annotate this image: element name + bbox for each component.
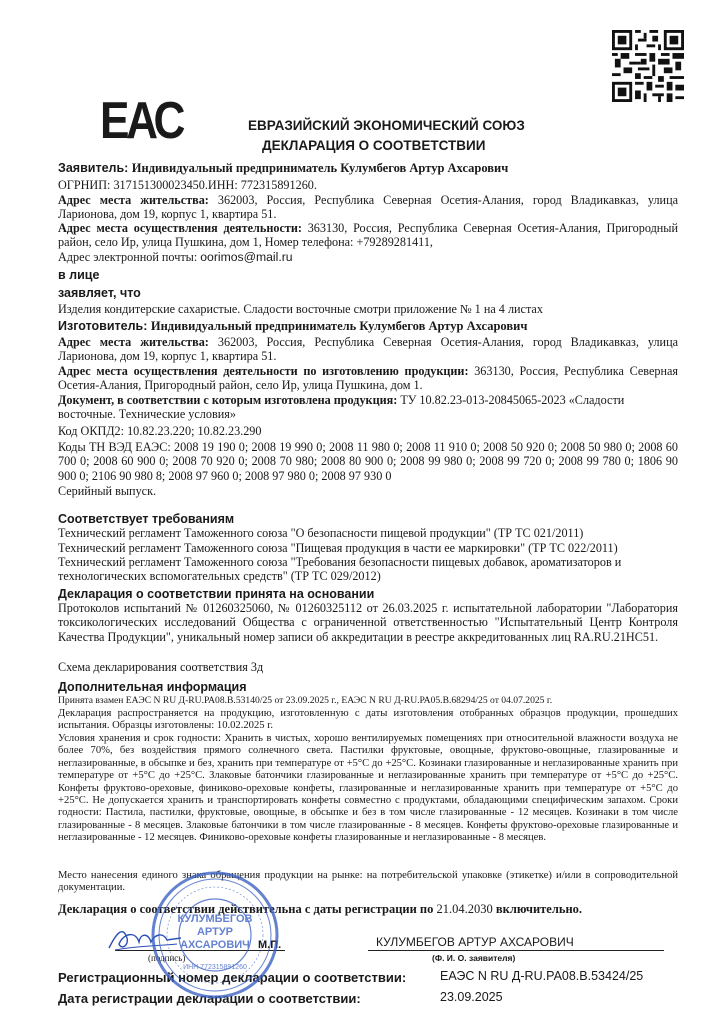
applicant-residence — [58, 193, 678, 222]
product-description: Изделия кондитерские сахаристые. Сладости восточные смотри приложение № 1 на 4 листах — [58, 302, 543, 316]
standard-document-value: ТУ 10.82.23-013-20845065-2023 «Сладости восточные. Технические условия» — [58, 393, 625, 422]
page-title: ДЕКЛАРАЦИЯ О СООТВЕТСТВИИ — [262, 138, 486, 153]
manufacturer-residence — [58, 335, 678, 364]
validity-statement — [58, 902, 582, 917]
manufacturer-activity-value: 363130, Россия, Республика Северная Осетия-Алания, Пригородный район, село Ир, улица Пушкина, дом 1. — [58, 364, 678, 393]
registration-date: 23.09.2025 — [440, 990, 503, 1004]
seal-place-label: М.П. — [258, 939, 282, 951]
manufacturer-residence-value: 362003, Россия, Республика Северная Осетия-Алания, город Владикавказ, улица Ларионова, дом 19, корпус 1, квартира 51. — [58, 335, 679, 364]
basis-text: Протоколов испытаний № 01260325060, № 01260325112 от 26.03.2025 г. испытательной лаборатории "Лаборатория токсикологических исследований Общества с ограниченной ответственностью "Испытательный Центр Контроля Качества Продукции", уникальный номер записи об аккредитации в реестре аккредитованных лиц RA.RU.21НС51. — [58, 601, 678, 644]
applicant-email-value: oorimos@mail.ru — [200, 250, 293, 264]
replaced-declarations: Принята взамен ЕАЭС N RU Д-RU.РА08.В.53140/25 от 23.09.2025 г., ЕАЭС N RU Д-RU.РА05.В.68294/25 от 04.07.2025 г. — [58, 695, 553, 706]
stamp-line-3: АХСАРОВИЧ — [180, 939, 250, 951]
declares-label: заявляет, что — [58, 286, 141, 300]
applicant-ids: ОГРНИП: 317151300023450.ИНН: 772315891260. — [58, 178, 317, 192]
eac-logo: ЕАС — [100, 92, 183, 150]
standard-document-label: Документ, в соответствии с которым изготовлена продукция: — [58, 393, 398, 407]
applicant-email-label: Адрес электронной почты: — [58, 250, 198, 264]
basis-heading: Декларация о соответствии принята на основании — [58, 587, 375, 601]
marking-place: Место нанесения единого знака обращения продукции на рынке: на потребительской упаковке (этикетке) и/или в сопроводительной документации. — [58, 870, 678, 894]
requirement-item: Технический регламент Таможенного союза "О безопасности пищевой продукции" (ТР ТС 021/2011) — [58, 526, 584, 540]
registration-number-label: Регистрационный номер декларации о соответствии: — [58, 970, 407, 985]
serial-release: Серийный выпуск. — [58, 484, 157, 498]
applicant-activity-label: Адрес места осуществления деятельности: — [58, 221, 302, 235]
in-person-label: в лице — [58, 268, 100, 282]
storage-conditions: Условия хранения и срок годности: Хранить в чистых, хорошо вентилируемых помещениях при относительной влажности воздуха не более 70%, без воздействия прямого солнечного света. Пастилки фруктовые, овощные, фруктово-овощные, глазированные и неглазированные, в обсыпке и без, хранить при температуре от +5°С до +25°С. Козинаки глазированные и неглазированные хранить при температуре от +5°С до +25°С. Злаковые батончики глазированные и неглазированные хранить при температуре от +5°С до +25°С. Конфеты фруктово-ореховые, финиково-ореховые конфеты, глазированные и неглазированные хранить при температуре от +5°С до +25°С. Не допускается хранить и транспортировать конфеты совместно с продуктами, обладающими специфическим запахом. Сроки годности: Пастила, пастилки, фруктовые, овощные, в обсыпке и без в том числе глазированные - 12 месяцев. Козинаки в том числе глазированные - 8 месяцев. Злаковые батончики в том числе глазированные - 8 месяцев. Конфеты фруктово-ореховые глазированные и неглазированные - 12 месяцев. Финиково-ореховые конфеты глазированные и неглазированные - 8 месяцев. — [58, 733, 678, 844]
okpd-codes: Код ОКПД2: 10.82.23.220; 10.82.23.290 — [58, 424, 262, 438]
requirement-item: Технический регламент Таможенного союза "Пищевая продукция в части ее маркировки" (ТР ТС 022/2011) — [58, 541, 618, 555]
manufacturer-activity-label: Адрес места осуществления деятельности по изготовлению продукции: — [58, 364, 469, 378]
applicant-activity-value: 363130, Россия, Республика Северная Осетия-Алания, Пригородный район, село Ир, улица Пушкина, дом 1, Номер телефона: +79289281411, — [58, 221, 678, 250]
union-title: ЕВРАЗИЙСКИЙ ЭКОНОМИЧЕСКИЙ СОЮЗ — [248, 118, 525, 133]
applicant-email — [58, 250, 678, 264]
manufacturer-name: Индивидуальный предприниматель Кулумбегов Артур Ахсарович — [150, 319, 528, 333]
stamp-inn: ИНН 772315891260 — [183, 964, 247, 971]
standard-document — [58, 393, 678, 422]
declaration-scope: Декларация распространяется на продукцию, изготовленную с даты изготовления отобранных образцов продукции, прошедших испытания. Образцы изготовлены: 10.02.2025 г. — [58, 708, 678, 732]
requirements-heading: Соответствует требованиям — [58, 512, 235, 526]
manufacturer-residence-label: Адрес места жительства: — [58, 335, 209, 349]
registration-number: ЕАЭС N RU Д-RU.РА08.В.53424/25 — [440, 969, 644, 983]
registration-date-label: Дата регистрации декларации о соответствии: — [58, 991, 361, 1006]
qr-code — [612, 30, 684, 102]
applicant-activity — [58, 221, 678, 250]
additional-heading: Дополнительная информация — [58, 680, 247, 694]
declaration-scheme: Схема декларирования соответствия 3д — [58, 660, 264, 674]
validity-date: 21.04.2030 — [436, 902, 493, 916]
applicant-residence-label: Адрес места жительства: — [58, 193, 209, 207]
validity-suffix: включительно. — [495, 902, 583, 916]
stamp-line-2: АРТУР — [196, 926, 234, 938]
applicant-residence-value: 362003, Россия, Республика Северная Осетия-Алания, город Владикавказ, улица Ларионова, дом 19, корпус 1, квартира 51. — [58, 193, 679, 222]
manufacturer-heading — [58, 319, 527, 334]
applicant-heading — [58, 161, 508, 176]
name-line — [368, 950, 664, 951]
tnved-codes: Коды ТН ВЭД ЕАЭС: 2008 19 190 0; 2008 19 990 0; 2008 11 980 0; 2008 11 910 0; 2008 50 920 0; 2008 50 980 0; 2008 60 700 0; 2008 60 900 0; 2008 70 920 0; 2008 70 980; 2008 80 900 0; 2008 99 980 0; 2008 99 720 0; 2008 99 780 0; 1806 90 900 0; 2106 90 980 8; 2008 97 960 0; 2008 97 980 0; 2008 97 930 0 — [58, 440, 678, 483]
stamp-line-1: КУЛУМБЕГОВ — [177, 913, 253, 925]
signature-caption: (подпись) — [148, 953, 186, 963]
validity-prefix: Декларация о соответствии действительна с даты регистрации по — [58, 902, 434, 916]
applicant-label: Заявитель: — [58, 161, 129, 175]
requirement-item: Технический регламент Таможенного союза "Требования безопасности пищевых добавок, ароматизаторов и технологических вспомогательных средств" (ТР ТС 029/2012) — [58, 555, 622, 584]
applicant-name: Индивидуальный предприниматель Кулумбегов Артур Ахсарович — [131, 161, 509, 175]
name-caption: (Ф. И. О. заявителя) — [432, 953, 516, 963]
manufacturer-label: Изготовитель: — [58, 319, 148, 333]
manufacturer-activity — [58, 364, 678, 393]
company-stamp — [150, 870, 280, 1000]
applicant-signatory-name: КУЛУМБЕГОВ АРТУР АХСАРОВИЧ — [376, 935, 574, 949]
